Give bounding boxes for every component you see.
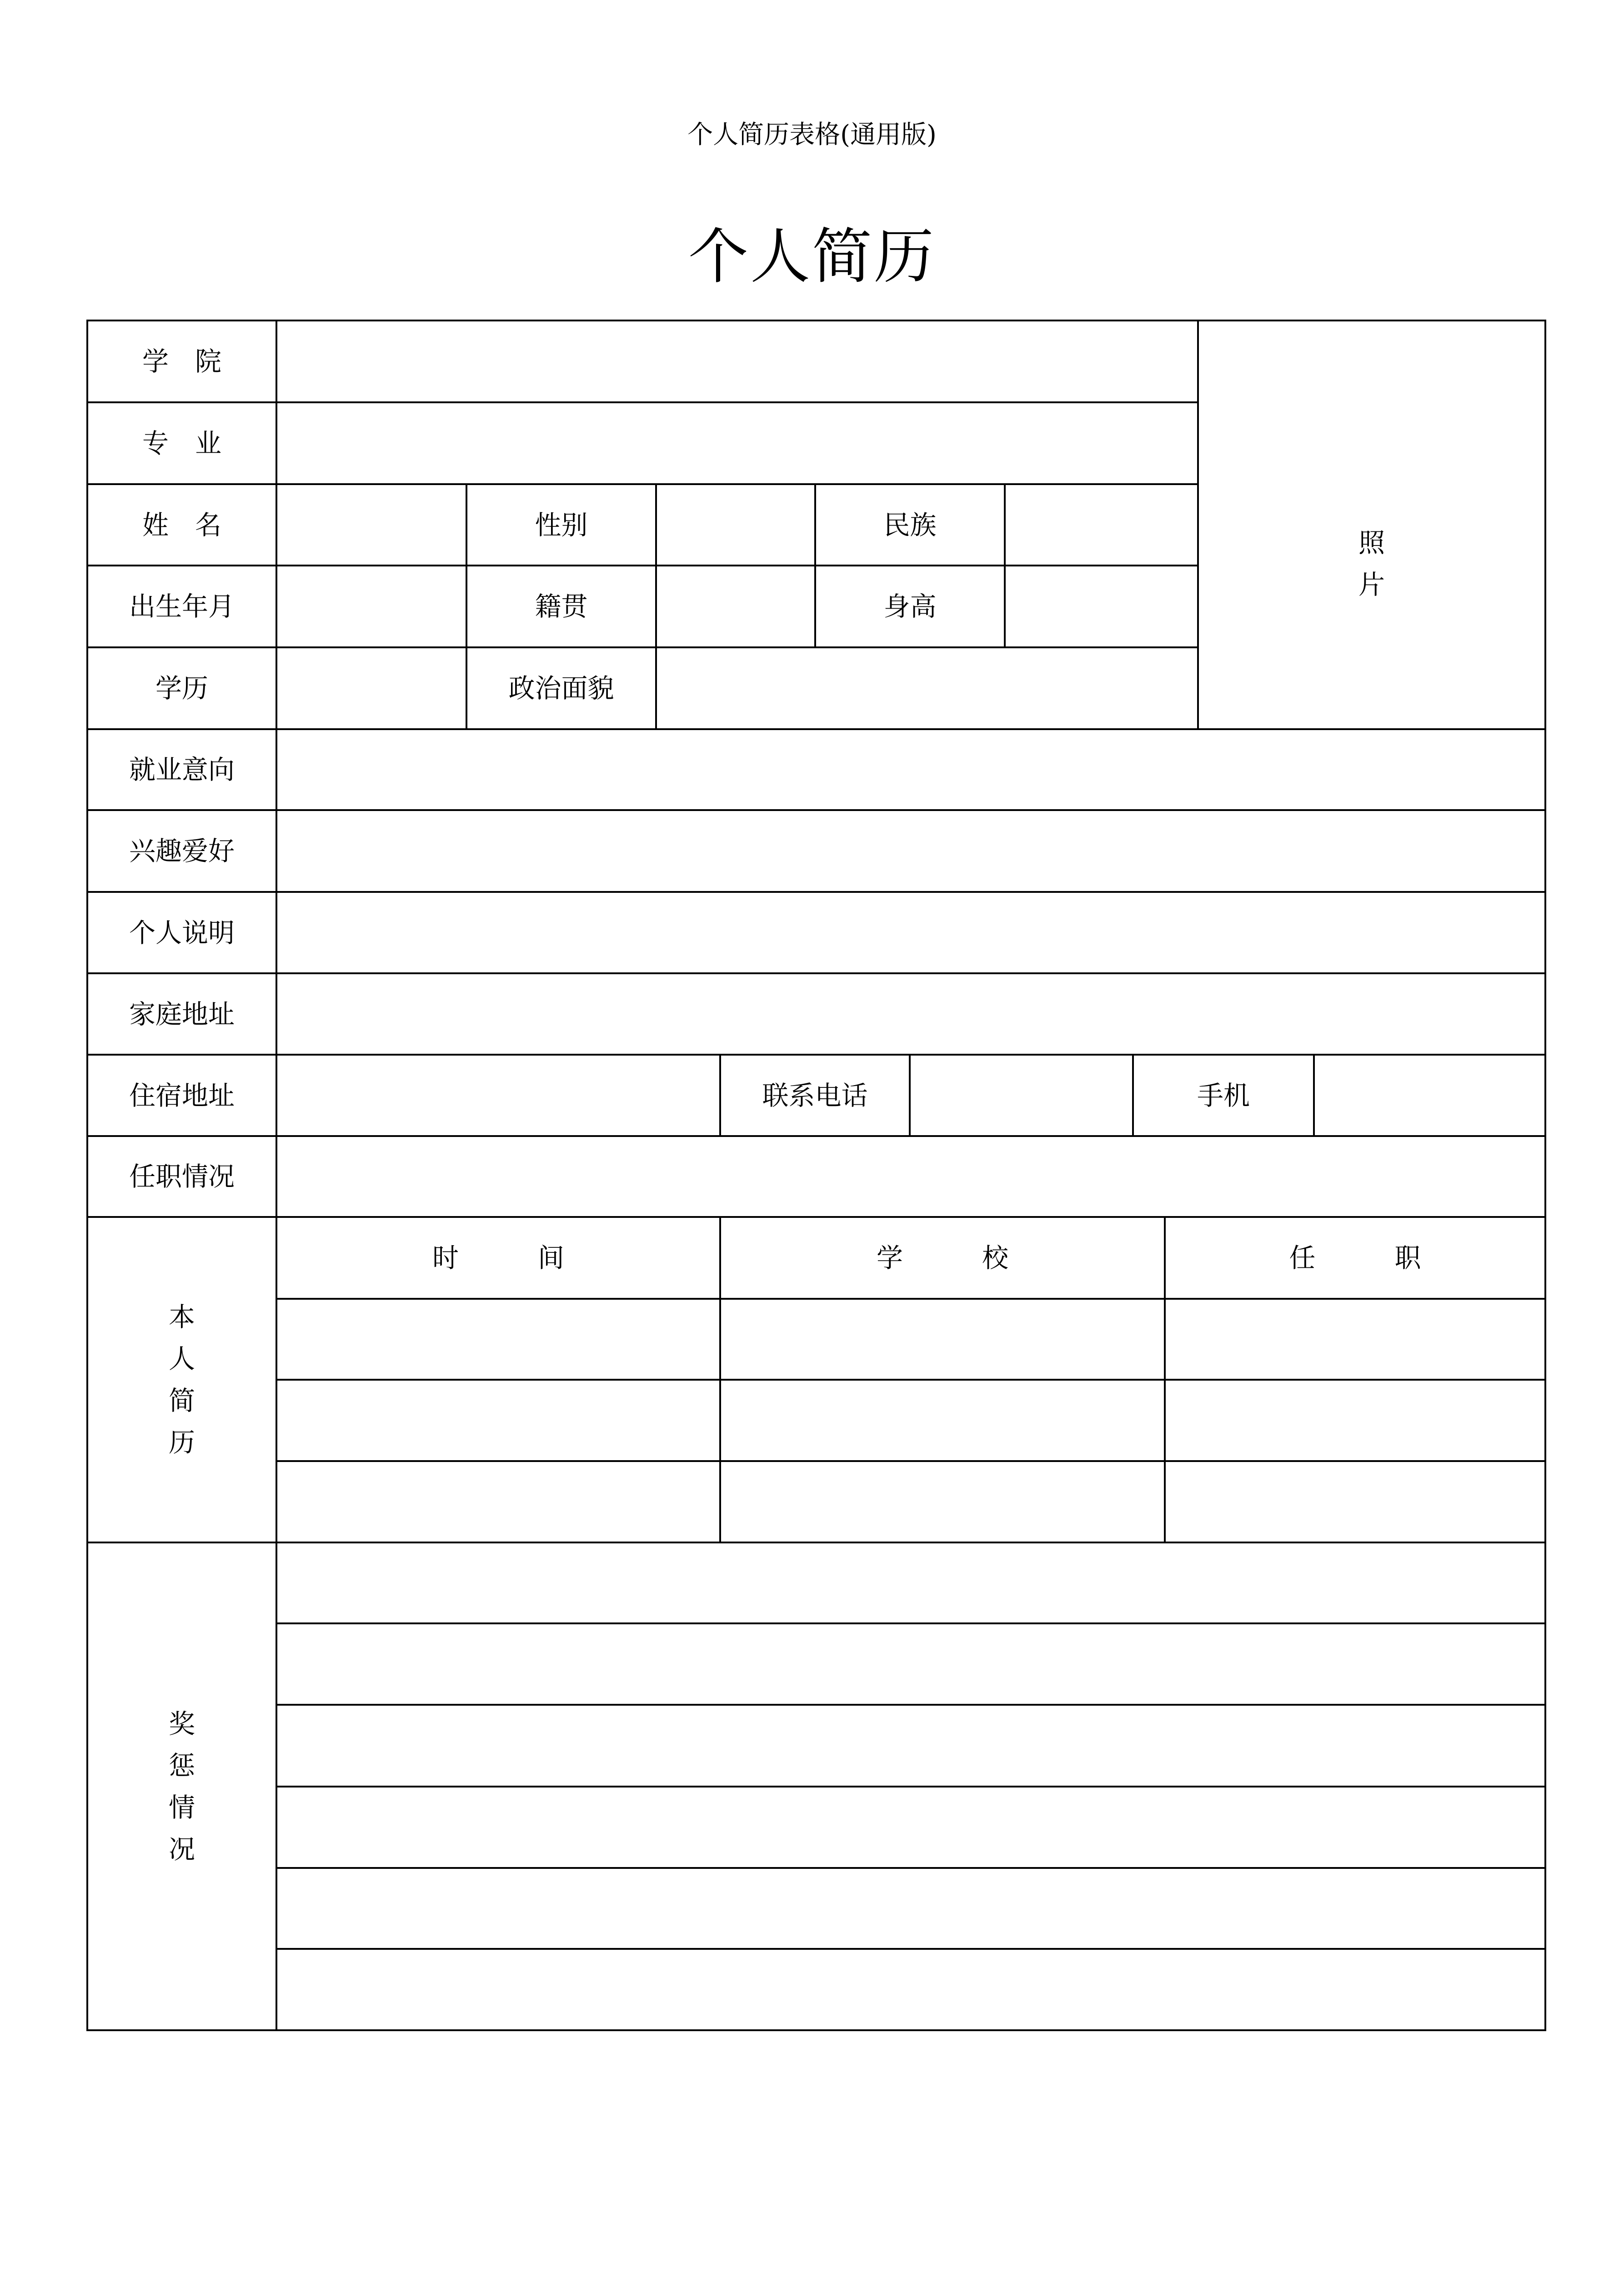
hobbies-field[interactable] xyxy=(277,811,1544,891)
resume-position-cell[interactable] xyxy=(1166,1381,1544,1460)
resume-time-cell[interactable] xyxy=(277,1462,719,1542)
awards-row-field[interactable] xyxy=(277,1787,1544,1867)
gender-label: 性别 xyxy=(535,509,588,541)
ethnicity-field[interactable] xyxy=(1006,485,1197,565)
awards-row-field[interactable] xyxy=(277,1624,1544,1704)
home-address-field[interactable] xyxy=(277,974,1544,1054)
page-title: 个人简历 xyxy=(688,222,936,292)
resume-label-char: 简 xyxy=(168,1385,195,1416)
resume-time-cell[interactable] xyxy=(277,1381,719,1460)
grid-line xyxy=(86,2029,1546,2031)
political-status-label: 政治面貌 xyxy=(508,673,614,704)
awards-label-char: 情 xyxy=(168,1792,195,1823)
height-label: 身高 xyxy=(883,591,937,622)
resume-section-label xyxy=(88,1218,276,1542)
resume-position-cell[interactable] xyxy=(1166,1300,1544,1379)
dorm-address-label: 住宿地址 xyxy=(129,1080,235,1111)
awards-row-field[interactable] xyxy=(277,1950,1544,2029)
awards-row-field[interactable] xyxy=(277,1869,1544,1948)
mobile-field[interactable] xyxy=(1315,1056,1544,1135)
photo-placeholder xyxy=(1199,482,1544,646)
resume-label-char: 本 xyxy=(168,1302,195,1332)
home-address-label: 家庭地址 xyxy=(129,998,235,1030)
photo-label-char: 片 xyxy=(1358,569,1385,600)
time-column-header: 时 间 xyxy=(432,1242,564,1273)
name-field[interactable] xyxy=(277,485,466,565)
position-column-header: 任 职 xyxy=(1289,1242,1421,1273)
gender-field[interactable] xyxy=(657,485,814,565)
birth-field[interactable] xyxy=(277,566,466,646)
major-field[interactable] xyxy=(277,403,1197,483)
positions-label: 任职情况 xyxy=(129,1161,235,1192)
resume-time-cell[interactable] xyxy=(277,1300,719,1379)
awards-label-char: 奖 xyxy=(168,1708,195,1739)
document-header: 个人简历表格(通用版) xyxy=(687,120,937,150)
major-label: 专 业 xyxy=(142,428,221,459)
resume-label-char: 人 xyxy=(168,1343,195,1374)
personal-statement-field[interactable] xyxy=(277,893,1544,972)
resume-school-cell[interactable] xyxy=(721,1300,1164,1379)
resume-label-char: 历 xyxy=(168,1427,195,1458)
height-field[interactable] xyxy=(1006,566,1197,646)
political-status-field[interactable] xyxy=(657,648,1197,728)
birth-label: 出生年月 xyxy=(129,591,235,622)
mobile-label: 手机 xyxy=(1197,1080,1250,1111)
native-place-label: 籍贯 xyxy=(535,591,588,622)
job-intention-label: 就业意向 xyxy=(129,754,235,785)
awards-label-char: 况 xyxy=(168,1833,195,1865)
awards-label-char: 惩 xyxy=(168,1750,195,1781)
native-place-field[interactable] xyxy=(657,566,814,646)
awards-row-field[interactable] xyxy=(277,1543,1544,1622)
awards-section-label xyxy=(88,1543,276,2029)
college-label: 学 院 xyxy=(142,346,221,377)
job-intention-field[interactable] xyxy=(277,730,1544,809)
resume-school-cell[interactable] xyxy=(721,1462,1164,1542)
contact-phone-label: 联系电话 xyxy=(762,1080,868,1111)
grid-line xyxy=(1544,320,1546,2031)
resume-position-cell[interactable] xyxy=(1166,1462,1544,1542)
education-label: 学历 xyxy=(155,673,208,704)
dorm-address-field[interactable] xyxy=(277,1056,719,1135)
resume-school-cell[interactable] xyxy=(721,1381,1164,1460)
positions-field[interactable] xyxy=(277,1137,1544,1216)
name-label: 姓 名 xyxy=(142,509,221,541)
hobbies-label: 兴趣爱好 xyxy=(129,836,235,866)
education-field[interactable] xyxy=(277,648,466,728)
contact-phone-field[interactable] xyxy=(911,1056,1132,1135)
school-column-header: 学 校 xyxy=(876,1242,1008,1273)
ethnicity-label: 民族 xyxy=(883,509,937,541)
photo-label-char: 照 xyxy=(1358,527,1385,558)
awards-row-field[interactable] xyxy=(277,1706,1544,1786)
personal-statement-label: 个人说明 xyxy=(129,917,235,948)
college-field[interactable] xyxy=(277,321,1197,401)
